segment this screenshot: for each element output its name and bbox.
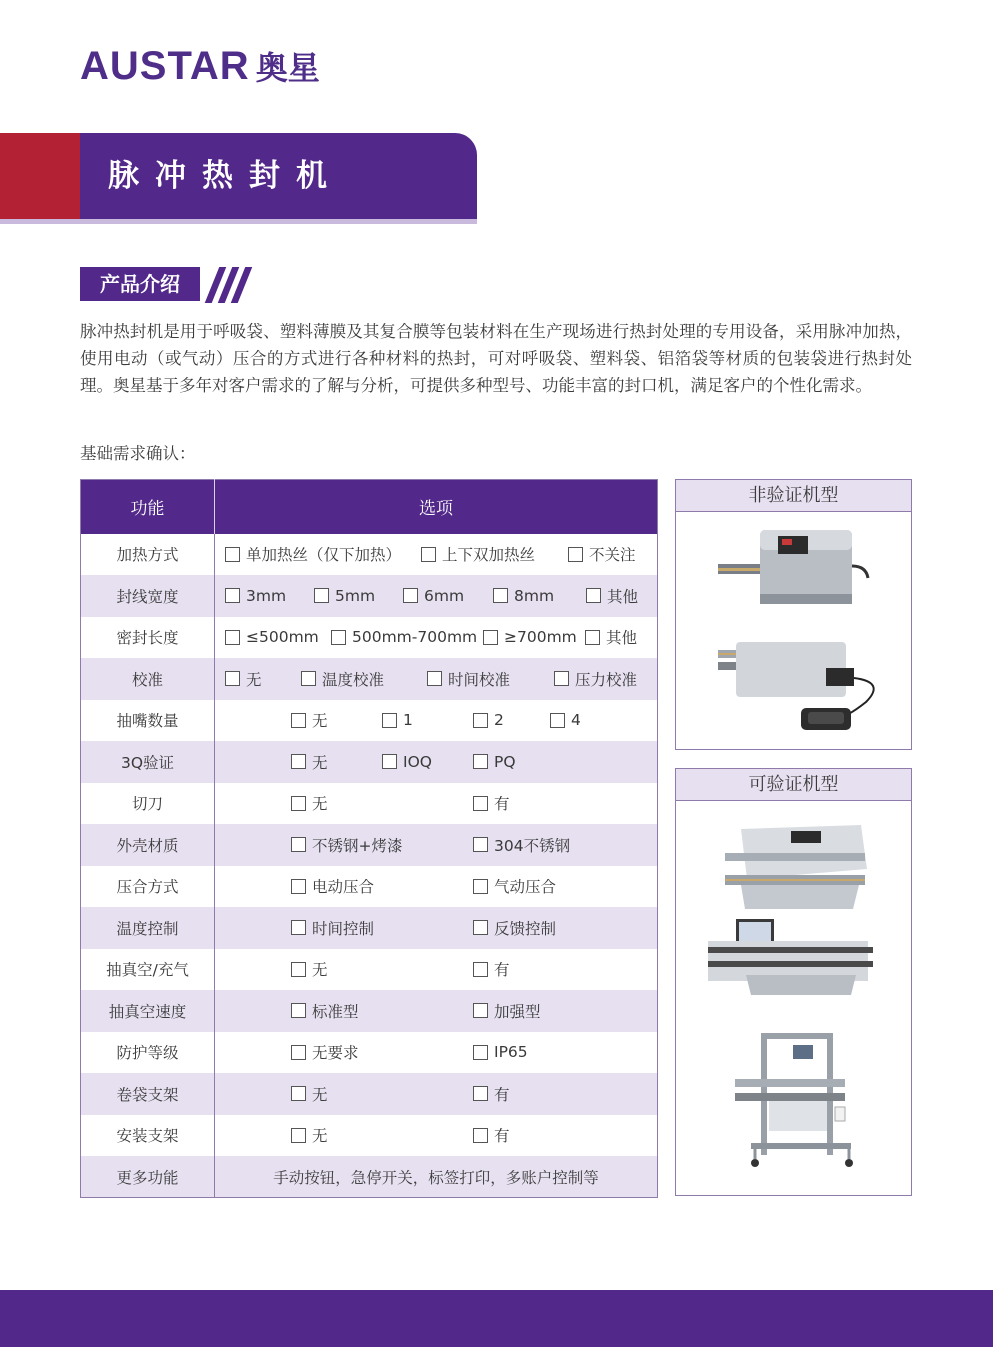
row-options [215, 907, 658, 949]
table-row [81, 534, 658, 576]
option-label: 其他 [606, 629, 638, 648]
checkbox[interactable] [473, 920, 488, 935]
option-item[interactable] [291, 783, 328, 824]
checkbox[interactable] [291, 837, 306, 852]
option-item[interactable] [291, 1115, 328, 1156]
checkbox[interactable] [291, 1003, 306, 1018]
option-label: 时间控制 [312, 919, 375, 938]
table-row [81, 617, 658, 659]
option-label: 不关注 [589, 546, 636, 565]
checkbox[interactable] [493, 588, 508, 603]
option-label: 反馈控制 [494, 919, 557, 938]
row-options [215, 990, 658, 1032]
row-options [215, 783, 658, 825]
row-function: 安装支架 [81, 1115, 215, 1157]
option-label: 有 [494, 1085, 510, 1104]
checkbox[interactable] [331, 630, 346, 645]
option-item[interactable] [291, 949, 328, 990]
table-row [81, 575, 658, 617]
row-function: 抽真空速度 [81, 990, 215, 1032]
option-label: 气动压合 [494, 878, 557, 897]
checkbox[interactable] [291, 796, 306, 811]
row-function: 外壳材质 [81, 824, 215, 866]
option-label: 温度校准 [322, 670, 385, 689]
option-label: 6mm [424, 586, 465, 605]
footer-band [0, 1290, 993, 1347]
page-title: 脉冲热封机 [108, 158, 343, 194]
requirement-label: 基础需求确认： [80, 444, 196, 463]
option-item[interactable] [331, 617, 477, 658]
row-options [215, 575, 658, 617]
checkbox[interactable] [291, 1128, 306, 1143]
table-row [81, 700, 658, 742]
table-row-more [81, 1156, 658, 1198]
checkbox[interactable] [291, 879, 306, 894]
option-item[interactable] [550, 700, 581, 741]
option-label: 无 [312, 1085, 328, 1104]
checkbox[interactable] [473, 1086, 488, 1101]
row-options [215, 617, 658, 659]
table-header-row [81, 480, 658, 534]
checkbox[interactable] [301, 671, 316, 686]
checkbox[interactable] [291, 962, 306, 977]
option-item[interactable] [473, 1115, 510, 1156]
option-label: 无 [312, 712, 328, 731]
row-options [215, 741, 658, 783]
option-item[interactable] [382, 700, 413, 741]
brand-logo [80, 44, 320, 88]
table-row [81, 741, 658, 783]
header-function: 功能 [81, 480, 215, 534]
row-function: 校准 [81, 658, 215, 700]
row-options [215, 949, 658, 991]
option-item[interactable] [427, 658, 510, 699]
option-item[interactable] [483, 617, 577, 658]
section-heading-label: 产品介绍 [80, 267, 200, 301]
checkbox[interactable] [382, 713, 397, 728]
title-underline [0, 219, 477, 224]
option-label: ≥700mm [504, 628, 577, 647]
option-item[interactable] [473, 824, 570, 865]
checkbox[interactable] [473, 1003, 488, 1018]
option-label: 其他 [607, 587, 639, 606]
option-label: 4 [571, 711, 581, 730]
table-row [81, 1115, 658, 1157]
option-label: 304不锈钢 [494, 836, 571, 855]
checkbox[interactable] [225, 547, 240, 562]
option-item[interactable] [225, 617, 319, 658]
option-item[interactable] [314, 575, 375, 616]
row-function: 卷袋支架 [81, 1073, 215, 1115]
section-heading [80, 267, 245, 301]
option-item[interactable] [568, 534, 636, 575]
row-function: 压合方式 [81, 866, 215, 908]
checkbox[interactable] [586, 588, 601, 603]
checkbox[interactable] [291, 1086, 306, 1101]
option-label: 时间校准 [448, 670, 511, 689]
option-label: 上下双加热丝 [442, 546, 536, 565]
option-item[interactable] [291, 866, 374, 907]
row-options [215, 1073, 658, 1115]
table-row [81, 783, 658, 825]
table-row [81, 1032, 658, 1074]
row-function: 抽嘴数量 [81, 700, 215, 742]
checkbox[interactable] [585, 630, 600, 645]
panel-title: 可验证机型 [676, 769, 911, 801]
row-function: 防护等级 [81, 1032, 215, 1074]
checkbox[interactable] [314, 588, 329, 603]
option-item[interactable] [382, 741, 432, 782]
option-label: 不锈钢+烤漆 [312, 836, 403, 855]
checkbox[interactable] [473, 713, 488, 728]
option-label: 500mm-700mm [352, 628, 478, 647]
title-red-block [0, 133, 80, 219]
row-options [215, 534, 658, 576]
tablet-sealer-image [706, 917, 876, 997]
checkbox[interactable] [382, 754, 397, 769]
row-options [215, 824, 658, 866]
validated-sealer-image [721, 819, 871, 914]
option-item[interactable] [301, 658, 384, 699]
option-item[interactable] [473, 741, 516, 782]
option-item[interactable] [473, 1032, 528, 1073]
checkbox[interactable] [473, 754, 488, 769]
option-label: ≤500mm [246, 628, 319, 647]
checkbox[interactable] [291, 1045, 306, 1060]
title-band [0, 133, 477, 223]
option-item[interactable] [291, 1073, 328, 1114]
option-label: 5mm [335, 586, 376, 605]
option-label: PQ [494, 752, 516, 771]
more-functions-text: 手动按钮，急停开关，标签打印，多账户控制等 [215, 1156, 658, 1198]
table-row [81, 1073, 658, 1115]
option-label: 无 [312, 961, 328, 980]
panel-non-validated [675, 479, 912, 750]
spec-table [80, 479, 658, 1198]
checkbox[interactable] [225, 630, 240, 645]
option-item[interactable] [225, 534, 401, 575]
checkbox[interactable] [473, 837, 488, 852]
row-function: 3Q验证 [81, 741, 215, 783]
option-item[interactable] [554, 658, 637, 699]
option-item[interactable] [473, 783, 510, 824]
option-label: 单加热丝（仅下加热） [246, 546, 402, 565]
row-options [215, 700, 658, 742]
slash-decoration [206, 267, 245, 301]
checkbox[interactable] [554, 671, 569, 686]
option-label: 加强型 [494, 1002, 541, 1021]
option-item[interactable] [291, 1032, 359, 1073]
checkbox[interactable] [421, 547, 436, 562]
option-item[interactable] [291, 700, 328, 741]
option-label: 无 [312, 1127, 328, 1146]
option-label: 2 [494, 711, 504, 730]
option-label: 无要求 [312, 1044, 359, 1063]
option-item[interactable] [225, 658, 262, 699]
option-label: IP65 [494, 1043, 528, 1062]
option-item[interactable] [473, 700, 504, 741]
option-item[interactable] [586, 575, 638, 616]
row-options [215, 866, 658, 908]
checkbox[interactable] [483, 630, 498, 645]
option-label: 1 [403, 711, 413, 730]
option-item[interactable] [473, 1073, 510, 1114]
table-row [81, 866, 658, 908]
panel-title: 非验证机型 [676, 480, 911, 512]
sealer-pedal-machine-image [716, 622, 891, 737]
option-item[interactable] [291, 990, 359, 1031]
checkbox[interactable] [473, 1045, 488, 1060]
row-function: 封线宽度 [81, 575, 215, 617]
panel-validatable [675, 768, 912, 1196]
checkbox[interactable] [427, 671, 442, 686]
option-label: 8mm [514, 586, 555, 605]
checkbox[interactable] [473, 796, 488, 811]
checkbox[interactable] [568, 547, 583, 562]
option-label: 有 [494, 1127, 510, 1146]
checkbox[interactable] [473, 962, 488, 977]
sealer-machine-image [716, 518, 871, 614]
option-label: 电动压合 [312, 878, 375, 897]
option-label: 无 [312, 753, 328, 772]
option-item[interactable] [473, 907, 556, 948]
header-options: 选项 [215, 480, 658, 534]
checkbox[interactable] [550, 713, 565, 728]
table-row [81, 907, 658, 949]
option-item[interactable] [291, 824, 403, 865]
row-function: 温度控制 [81, 907, 215, 949]
checkbox[interactable] [225, 588, 240, 603]
row-options [215, 1032, 658, 1074]
option-label: IOQ [403, 752, 432, 771]
row-function: 抽真空/充气 [81, 949, 215, 991]
row-function: 密封长度 [81, 617, 215, 659]
brand-chinese: 奥星 [255, 49, 320, 87]
option-item[interactable] [291, 907, 374, 948]
checkbox[interactable] [291, 920, 306, 935]
option-label: 无 [246, 670, 262, 689]
row-function: 加热方式 [81, 534, 215, 576]
option-item[interactable] [473, 866, 556, 907]
checkbox[interactable] [291, 713, 306, 728]
table-row [81, 990, 658, 1032]
checkbox[interactable] [291, 754, 306, 769]
option-item[interactable] [493, 575, 554, 616]
option-item[interactable] [421, 534, 535, 575]
row-options [215, 1115, 658, 1157]
option-label: 3mm [246, 586, 287, 605]
option-item[interactable] [585, 617, 637, 658]
option-item[interactable] [473, 990, 541, 1031]
table-row [81, 658, 658, 700]
standing-sealer-image [731, 1031, 866, 1176]
option-label: 压力校准 [575, 670, 638, 689]
checkbox[interactable] [225, 671, 240, 686]
table-row [81, 949, 658, 991]
checkbox[interactable] [473, 1128, 488, 1143]
row-function: 更多功能 [81, 1156, 215, 1198]
brand-latin: AUSTAR [80, 43, 250, 88]
checkbox[interactable] [403, 588, 418, 603]
option-item[interactable] [291, 741, 328, 782]
checkbox[interactable] [473, 879, 488, 894]
row-function: 切刀 [81, 783, 215, 825]
option-label: 标准型 [312, 1002, 359, 1021]
option-item[interactable] [403, 575, 464, 616]
table-row [81, 824, 658, 866]
row-options [215, 658, 658, 700]
intro-paragraph: 脉冲热封机是用于呼吸袋、塑料薄膜及其复合膜等包装材料在生产现场进行热封处理的专用设备，采用脉冲加热，使用电动（或气动）压合的方式进行各种材料的热封，可对呼吸袋、塑料袋、铝箔袋等材质的包装袋进行热封处理。奥星基于多年对客户需求的了解与分析，可提供多种型号、功能丰富的封口机，满足客户的个性化需求。 [80, 322, 912, 395]
option-label: 无 [312, 795, 328, 814]
option-item[interactable] [225, 575, 286, 616]
option-label: 有 [494, 795, 510, 814]
option-item[interactable] [473, 949, 510, 990]
option-label: 有 [494, 961, 510, 980]
